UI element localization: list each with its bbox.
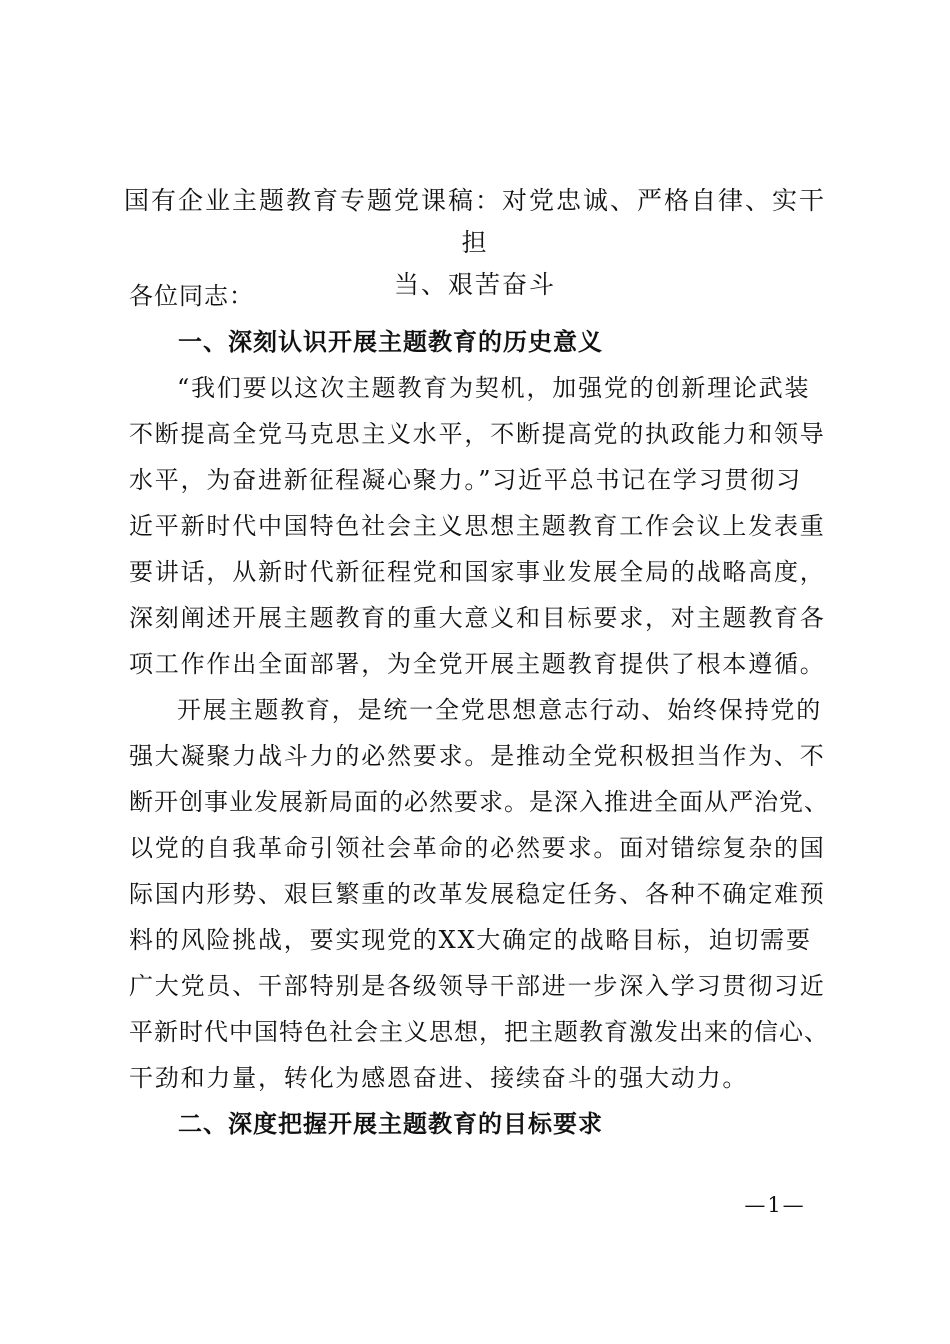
title-line-2: 当、艰苦奋斗 <box>393 270 556 299</box>
section-heading-2: 二、深度把握开展主题教育的目标要求 <box>178 1110 603 1138</box>
paragraph-line: 深刻阐述开展主题教育的重大意义和目标要求，对主题教育各 <box>129 604 826 632</box>
paragraph-line: 际国内形势、艰巨繁重的改革发展稳定任务、各种不确定难预 <box>129 880 826 908</box>
paragraph-line: “我们要以这次主题教育为契机，加强党的创新理论武装 <box>177 374 811 402</box>
paragraph-line: 近平新时代中国特色社会主义思想主题教育工作会议上发表重 <box>129 512 826 540</box>
paragraph-line: 广大党员、干部特别是各级领导干部进一步深入学习贯彻习近 <box>129 972 826 1000</box>
paragraph-line: 开展主题教育，是统一全党思想意志行动、始终保持党的 <box>177 696 822 724</box>
paragraph-line: 强大凝聚力战斗力的必然要求。是推动全党积极担当作为、不 <box>129 742 826 770</box>
salutation: 各位同志： <box>129 282 254 310</box>
paragraph-line: 平新时代中国特色社会主义思想，把主题教育激发出来的信心、 <box>129 1018 829 1046</box>
paragraph-1 <box>129 365 831 687</box>
paragraph-line: 料的风险挑战，要实现党的XX大确定的战略目标，迫切需要 <box>129 926 812 954</box>
section-heading-1: 一、深刻认识开展主题教育的历史意义 <box>178 328 603 356</box>
title-line-1: 国有企业主题教育专题党课稿：对党忠诚、严格自律、实干担 <box>123 186 826 257</box>
paragraph-line: 项工作作出全面部署，为全党开展主题教育提供了根本遵循。 <box>129 650 826 678</box>
paragraph-line: 要讲话，从新时代新征程党和国家事业发展全局的战略高度， <box>129 558 826 586</box>
paragraph-2 <box>129 687 831 1101</box>
paragraph-line: 干劲和力量，转化为感恩奋进、接续奋斗的强大动力。 <box>129 1064 749 1092</box>
paragraph-line: 水平，为奋进新征程凝心聚力。”习近平总书记在学习贯彻习 <box>129 466 802 494</box>
paragraph-line: 以党的自我革命引领社会革命的必然要求。面对错综复杂的国 <box>129 834 826 862</box>
paragraph-line: 断开创事业发展新局面的必然要求。是深入推进全面从严治党、 <box>129 788 829 816</box>
paragraph-line: 不断提高全党马克思主义水平，不断提高党的执政能力和领导 <box>129 420 826 448</box>
page-number: —1— <box>744 1193 806 1217</box>
